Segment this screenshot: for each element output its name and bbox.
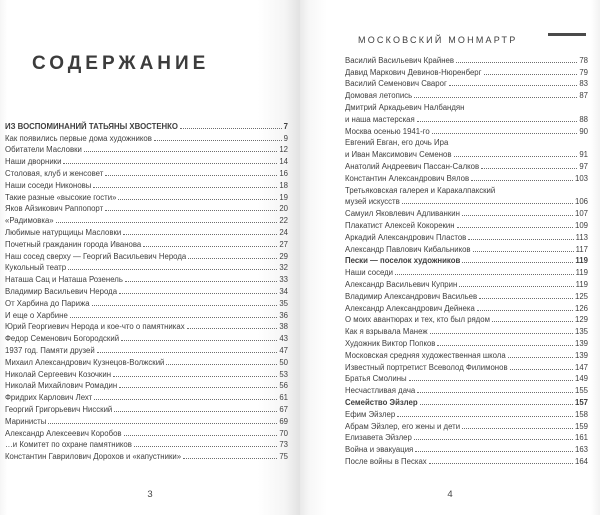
dot-leader: [124, 435, 278, 436]
dot-leader: [479, 298, 573, 299]
toc-entry-label: Константин Александрович Вялов: [345, 173, 470, 183]
toc-entry: [345, 360, 588, 372]
toc-entry: [5, 355, 288, 367]
dot-leader: [414, 97, 577, 98]
toc-entry: [5, 367, 288, 379]
toc-entry-label: Георгий Григорьевич Нисский: [5, 404, 113, 414]
dot-leader: [420, 404, 573, 405]
toc-entry: [5, 379, 288, 391]
toc-entry-label: Известный портретист Всеволод Филимонов: [345, 362, 508, 372]
toc-entry-label: Любимые натурщицы Масловки: [5, 227, 122, 237]
toc-entry-page: 139: [574, 350, 588, 360]
toc-entry: [345, 254, 588, 266]
toc-entry-page: 109: [574, 220, 588, 230]
dot-leader: [430, 333, 573, 334]
dot-leader: [125, 281, 277, 282]
toc-entry-page: 149: [574, 374, 588, 384]
toc-entry-page: 20: [279, 204, 288, 214]
dot-leader: [70, 317, 278, 318]
toc-entry-label: и Иван Максимович Семенов: [345, 150, 452, 160]
toc-entry-page: 14: [279, 157, 288, 167]
toc-entry-label: Наши дворники: [5, 157, 62, 167]
toc-entry: [5, 343, 288, 355]
dot-leader: [414, 439, 573, 440]
toc-entry-label: Наши соседи Никоновы: [5, 180, 92, 190]
toc-entry-label: Владимир Александрович Васильев: [345, 291, 478, 301]
dot-leader: [397, 416, 573, 417]
dot-leader: [105, 175, 277, 176]
toc-entry-page: 22: [279, 216, 288, 226]
toc-entry-label: …и Комитет по охране памятников: [5, 440, 132, 450]
toc-entry: [5, 426, 288, 438]
toc-title: СОДЕРЖАНИЕ: [32, 53, 210, 74]
dot-leader: [459, 286, 573, 287]
toc-entry: [345, 171, 588, 183]
toc-entry: [345, 183, 588, 195]
toc-entry: [345, 206, 588, 218]
dot-leader: [471, 180, 573, 181]
toc-entry: [5, 438, 288, 450]
dot-leader: [84, 151, 277, 152]
toc-entry: [5, 272, 288, 284]
toc-entry-page: 34: [279, 286, 288, 296]
dot-leader: [449, 85, 578, 86]
toc-entry: [5, 237, 288, 249]
toc-entry-page: 90: [579, 126, 588, 136]
toc-entry-page: 161: [574, 433, 588, 443]
toc-entry-label: Самуил Яковлевич Адливанкин: [345, 209, 460, 219]
toc-entry-label: Александр Васильевич Куприн: [345, 279, 458, 289]
dot-leader: [508, 357, 573, 358]
toc-entry: [345, 53, 588, 65]
dot-leader: [94, 399, 277, 400]
dot-leader: [63, 163, 277, 164]
toc-entry-label: Ефим Эйзлер: [345, 409, 396, 419]
toc-entry-page: 158: [574, 409, 588, 419]
toc-entry-page: 119: [575, 268, 588, 278]
toc-entry: [5, 296, 288, 308]
dot-leader: [180, 128, 282, 129]
toc-entry-label: Плакатист Алексей Кокорекин: [345, 220, 455, 230]
toc-entry: [5, 166, 288, 178]
dot-leader: [477, 310, 573, 311]
toc-entry-page: 75: [279, 452, 288, 462]
toc-entry-page: 73: [279, 440, 288, 450]
toc-entry-page: 83: [579, 79, 588, 89]
dot-leader: [417, 392, 573, 393]
toc-entry-label: Как появились первые дома художников: [5, 133, 152, 143]
dot-leader: [93, 187, 277, 188]
toc-entry-page: 29: [279, 251, 288, 261]
toc-entry-label: Наши соседи: [345, 268, 394, 278]
toc-entry-label: Кукольный театр: [5, 263, 67, 273]
toc-entry: [5, 178, 288, 190]
toc-entry-label: Братья Смолины: [345, 374, 407, 384]
toc-entry-label: ИЗ ВОСПОМИНАНИЙ ТАТЬЯНЫ ХВОСТЕНКО: [5, 121, 178, 131]
toc-entry-label: «Радимовка»: [5, 216, 54, 226]
toc-entry-page: 119: [575, 279, 588, 289]
dot-leader: [456, 62, 577, 63]
page-number-right: 4: [447, 489, 453, 500]
dot-leader: [105, 210, 277, 211]
toc-entry-page: 106: [574, 197, 588, 207]
toc-entry-label: музей искусств: [345, 197, 400, 207]
toc-entry-page: 50: [279, 357, 288, 367]
toc-entry-page: 33: [279, 275, 288, 285]
dot-leader: [118, 199, 277, 200]
dot-leader: [119, 293, 277, 294]
toc-entry-page: 27: [279, 239, 288, 249]
toc-entry-label: Фридрих Карлович Лехт: [5, 393, 93, 403]
toc-entry-label: Александр Алексеевич Коробов: [5, 428, 122, 438]
toc-entry-label: Наш сосед сверху — Георгий Васильевич Нерода: [5, 251, 187, 261]
toc-entry-page: 67: [279, 404, 288, 414]
toc-entry-label: Домовая летопись: [345, 91, 413, 101]
toc-entry-page: 135: [574, 327, 588, 337]
toc-entry-page: 19: [279, 192, 288, 202]
toc-entry: [5, 308, 288, 320]
toc-entry-label: и наша мастерская: [345, 114, 415, 124]
toc-entry-page: 24: [279, 227, 288, 237]
toc-entry-page: 129: [574, 315, 588, 325]
toc-entry-label: Такие разные «высокие гости»: [5, 192, 117, 202]
toc-entry-page: 32: [279, 263, 288, 273]
dot-leader: [454, 156, 578, 157]
toc-entry-page: 97: [579, 161, 588, 171]
toc-entry-page: 139: [574, 338, 588, 348]
toc-entry: [345, 324, 588, 336]
toc-entry: [345, 301, 588, 313]
toc-entry: [345, 442, 588, 454]
toc-entry-label: Аркадий Александрович Пластов: [345, 232, 467, 242]
toc-entry-label: Абрам Эйзлер, его жены и дети: [345, 421, 461, 431]
dot-leader: [395, 274, 574, 275]
toc-entry-label: От Харбина до Парижа: [5, 298, 90, 308]
toc-entry-page: 119: [575, 256, 588, 266]
toc-entry-page: 157: [574, 397, 588, 407]
toc-entry-label: Обитатели Масловки: [5, 145, 82, 155]
toc-entry: [345, 313, 588, 325]
dot-leader: [56, 222, 278, 223]
dot-leader: [143, 246, 277, 247]
dot-leader: [468, 239, 573, 240]
toc-entry: [5, 449, 288, 461]
toc-entry-page: 163: [574, 445, 588, 455]
toc-entry-label: Федор Семенович Богородский: [5, 334, 120, 344]
toc-entry-page: 35: [279, 298, 288, 308]
dot-leader: [462, 428, 573, 429]
dot-leader: [183, 458, 277, 459]
dot-leader: [481, 168, 577, 169]
toc-entry-page: 117: [575, 244, 588, 254]
toc-entry: [5, 284, 288, 296]
toc-entry-page: 7: [283, 121, 288, 131]
toc-entry-page: 69: [279, 416, 288, 426]
toc-entry-label: 1937 год. Памяти друзей: [5, 345, 95, 355]
toc-entry-page: 78: [579, 55, 588, 65]
toc-entry-page: 36: [279, 310, 288, 320]
toc-entry-page: 56: [279, 381, 288, 391]
dot-leader: [48, 423, 277, 424]
toc-entry: [345, 136, 588, 148]
dot-leader: [113, 376, 277, 377]
toc-entry: [345, 65, 588, 77]
toc-entry-label: Пески — поселок художников: [345, 256, 461, 266]
toc-entry-label: Наташа Сац и Наташа Розенель: [5, 275, 123, 285]
dot-leader: [429, 463, 573, 464]
toc-entry: [345, 407, 588, 419]
toc-entry: [345, 383, 588, 395]
toc-entry-label: Почетный гражданин города Иванова: [5, 239, 142, 249]
page-number-left: 3: [147, 489, 153, 500]
toc-entry-page: 43: [279, 334, 288, 344]
toc-entry-page: 125: [574, 291, 588, 301]
toc-entry-label: Москва осенью 1941-го: [345, 126, 430, 136]
toc-entry-page: 87: [579, 91, 588, 101]
toc-entry-page: 88: [579, 114, 588, 124]
dot-leader: [97, 352, 278, 353]
toc-entry: [345, 112, 588, 124]
toc-entry-page: 47: [279, 345, 288, 355]
toc-entry: [345, 195, 588, 207]
toc-entry-label: Столовая, клуб и женсовет: [5, 168, 104, 178]
toc-entry: [5, 320, 288, 332]
toc-entry-page: 9: [283, 133, 288, 143]
toc-entry-label: После войны в Песках: [345, 456, 427, 466]
toc-entry-label: Анатолий Андреевич Пассан-Салков: [345, 161, 480, 171]
toc-entry-label: Яков Айзикович Раппопорт: [5, 204, 104, 214]
toc-entry: [5, 402, 288, 414]
toc-entry-page: 91: [579, 150, 588, 160]
toc-entry-label: Николай Сергеевич Козочкин: [5, 369, 112, 379]
toc-entry: [345, 431, 588, 443]
toc-entry: [5, 143, 288, 155]
toc-entry-label: Василий Васильевич Крайнев: [345, 55, 455, 65]
toc-entry-page: 79: [579, 67, 588, 77]
toc-entry-label: Третьяковская галерея и Каракалпакский: [345, 185, 496, 195]
toc-entry-label: Дмитрий Аркадьевич Налбандян: [345, 102, 465, 112]
toc-entry-page: 53: [279, 369, 288, 379]
toc-entry: [5, 213, 288, 225]
dot-leader: [114, 411, 277, 412]
toc-entry: [5, 154, 288, 166]
toc-entry: [5, 249, 288, 261]
toc-entry: [345, 395, 588, 407]
toc-entry: [5, 202, 288, 214]
toc-list-left: [5, 119, 288, 461]
toc-entry: [345, 124, 588, 136]
running-head-title: МОСКОВСКИЙ МОНМАРТР: [358, 35, 518, 45]
dot-leader: [462, 262, 573, 263]
toc-entry-page: 159: [574, 421, 588, 431]
toc-entry: [345, 277, 588, 289]
toc-entry-label: Семейство Эйзлер: [345, 397, 418, 407]
toc-entry-label: Евгений Евган, его дочь Ира: [345, 138, 449, 148]
toc-entry-page: 107: [574, 209, 588, 219]
dot-leader: [121, 340, 277, 341]
dot-leader: [123, 234, 277, 235]
toc-entry: [5, 119, 288, 131]
toc-entry-label: Маринисты: [5, 416, 47, 426]
toc-entry-label: Александр Павлович Кибальников: [345, 244, 471, 254]
toc-entry: [345, 100, 588, 112]
toc-entry-label: Владимир Васильевич Нерода: [5, 286, 118, 296]
dot-leader: [473, 251, 574, 252]
toc-entry-page: 126: [574, 303, 588, 313]
toc-entry: [345, 218, 588, 230]
toc-entry-label: О моих авантюрах и тех, кто был рядом: [345, 315, 490, 325]
dot-leader: [462, 215, 573, 216]
dot-leader: [457, 227, 573, 228]
running-head-rule: [548, 33, 586, 36]
dot-leader: [68, 269, 277, 270]
dot-leader: [119, 387, 277, 388]
toc-entry: [345, 159, 588, 171]
toc-entry: [345, 147, 588, 159]
toc-entry-page: 16: [279, 168, 288, 178]
toc-entry: [345, 265, 588, 277]
dot-leader: [432, 133, 578, 134]
dot-leader: [492, 321, 573, 322]
dot-leader: [92, 305, 278, 306]
toc-entry-label: Михаил Александрович Кузнецов-Волжский: [5, 357, 165, 367]
dot-leader: [409, 380, 573, 381]
toc-entry-label: Художник Виктор Попков: [345, 338, 436, 348]
toc-entry-page: 147: [574, 362, 588, 372]
toc-entry-label: Московская средняя художественная школа: [345, 350, 506, 360]
toc-entry: [5, 390, 288, 402]
toc-entry-label: Война и эвакуация: [345, 445, 414, 455]
toc-entry: [5, 190, 288, 202]
toc-entry-page: 38: [279, 322, 288, 332]
dot-leader: [402, 203, 573, 204]
dot-leader: [187, 328, 278, 329]
toc-list-right: [345, 53, 588, 466]
toc-entry-page: 113: [575, 232, 588, 242]
running-head: [358, 30, 586, 45]
dot-leader: [510, 369, 573, 370]
toc-entry-label: Как я взрывала Манеж: [345, 327, 428, 337]
toc-entry-label: Елизавета Эйзлер: [345, 433, 412, 443]
toc-entry-page: 103: [574, 173, 588, 183]
toc-entry: [5, 131, 288, 143]
toc-entry: [345, 289, 588, 301]
toc-entry: [345, 419, 588, 431]
toc-entry-label: Несчастливая дача: [345, 386, 416, 396]
toc-entry: [345, 77, 588, 89]
toc-entry: [345, 336, 588, 348]
right-page: [300, 0, 600, 515]
toc-entry: [5, 414, 288, 426]
toc-entry-page: 155: [574, 386, 588, 396]
dot-leader: [154, 140, 282, 141]
toc-entry: [345, 348, 588, 360]
toc-entry-label: Константин Гаврилович Дорохов и «капустники»: [5, 452, 182, 462]
toc-entry-label: Александр Александрович Дейнека: [345, 303, 475, 313]
dot-leader: [437, 345, 573, 346]
toc-entry-page: 12: [279, 145, 288, 155]
toc-entry-page: 61: [279, 393, 288, 403]
toc-entry: [345, 242, 588, 254]
toc-entry: [345, 372, 588, 384]
dot-leader: [188, 258, 277, 259]
toc-entry: [345, 230, 588, 242]
toc-entry: [345, 88, 588, 100]
toc-entry-label: Василий Семенович Сварог: [345, 79, 447, 89]
toc-entry-label: Николай Михайлович Ромадин: [5, 381, 118, 391]
dot-leader: [166, 364, 277, 365]
toc-entry-label: Юрий Георгиевич Нерода и кое-что о памятниках: [5, 322, 185, 332]
toc-entry-page: 164: [574, 456, 588, 466]
toc-entry-page: 18: [279, 180, 288, 190]
dot-leader: [415, 451, 573, 452]
dot-leader: [134, 446, 277, 447]
toc-entry-label: Давид Маркович Девинов-Нюренберг: [345, 67, 482, 77]
toc-entry: [5, 225, 288, 237]
toc-entry-label: И еще о Харбине: [5, 310, 68, 320]
dot-leader: [484, 74, 578, 75]
toc-entry: [345, 454, 588, 466]
dot-leader: [417, 121, 578, 122]
toc-entry-page: 70: [279, 428, 288, 438]
toc-entry: [5, 261, 288, 273]
toc-entry: [5, 331, 288, 343]
